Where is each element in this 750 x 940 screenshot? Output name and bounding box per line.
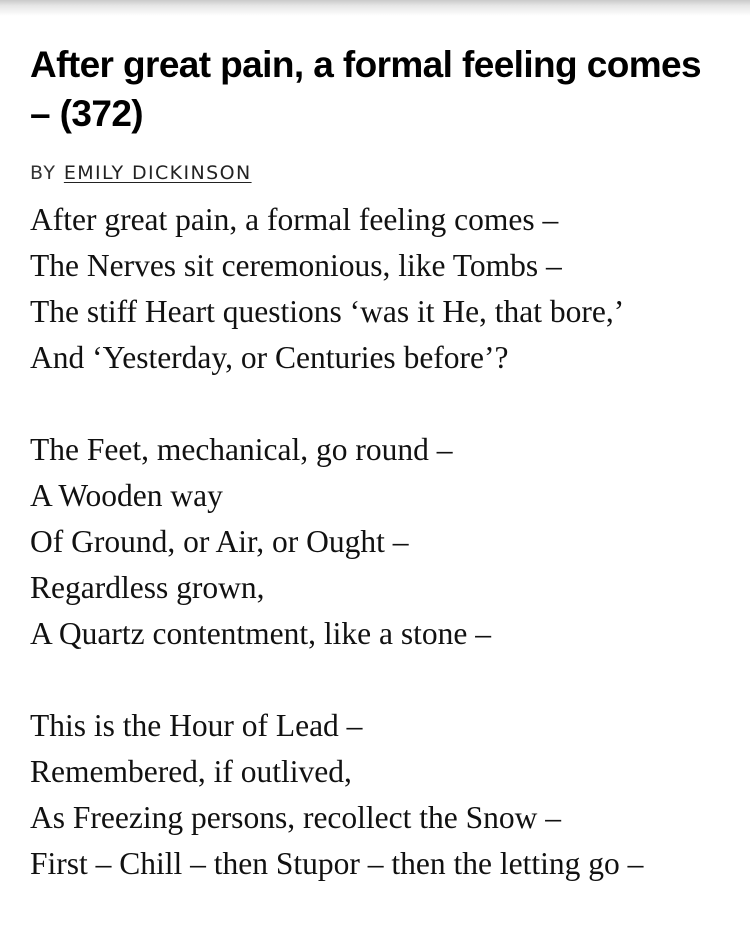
poem-line: And ‘Yesterday, or Centuries before’?: [30, 340, 509, 375]
poem-line: As Freezing persons, recollect the Snow –: [30, 800, 561, 835]
top-bar-shadow: [0, 0, 750, 16]
stanza-3: [30, 703, 730, 887]
poem-line: The Nerves sit ceremonious, like Tombs –: [30, 248, 562, 283]
poem-body: [30, 197, 730, 887]
poem-line: This is the Hour of Lead –: [30, 708, 363, 743]
poem-line: Regardless grown,: [30, 570, 265, 605]
poem-line: Of Ground, or Air, or Ought –: [30, 524, 409, 559]
poem-line: A Quartz contentment, like a stone –: [30, 616, 491, 651]
author-link[interactable]: EMILY DICKINSON: [63, 162, 252, 184]
stanza-1: [30, 197, 730, 381]
poem-line: Remembered, if outlived,: [30, 754, 352, 789]
poem-line: The stiff Heart questions ‘was it He, that bore,’: [30, 294, 625, 329]
byline: [30, 159, 730, 187]
byline-prefix: BY: [30, 162, 57, 184]
poem-title: After great pain, a formal feeling comes – (372): [30, 44, 701, 134]
poem-line: First – Chill – then Stupor – then the letting go –: [30, 846, 644, 881]
poem-line: A Wooden way: [30, 478, 223, 513]
poem-line: After great pain, a formal feeling comes –: [30, 202, 559, 237]
poem-article: [30, 40, 730, 887]
stanza-2: [30, 427, 730, 657]
poem-line: The Feet, mechanical, go round –: [30, 432, 453, 467]
